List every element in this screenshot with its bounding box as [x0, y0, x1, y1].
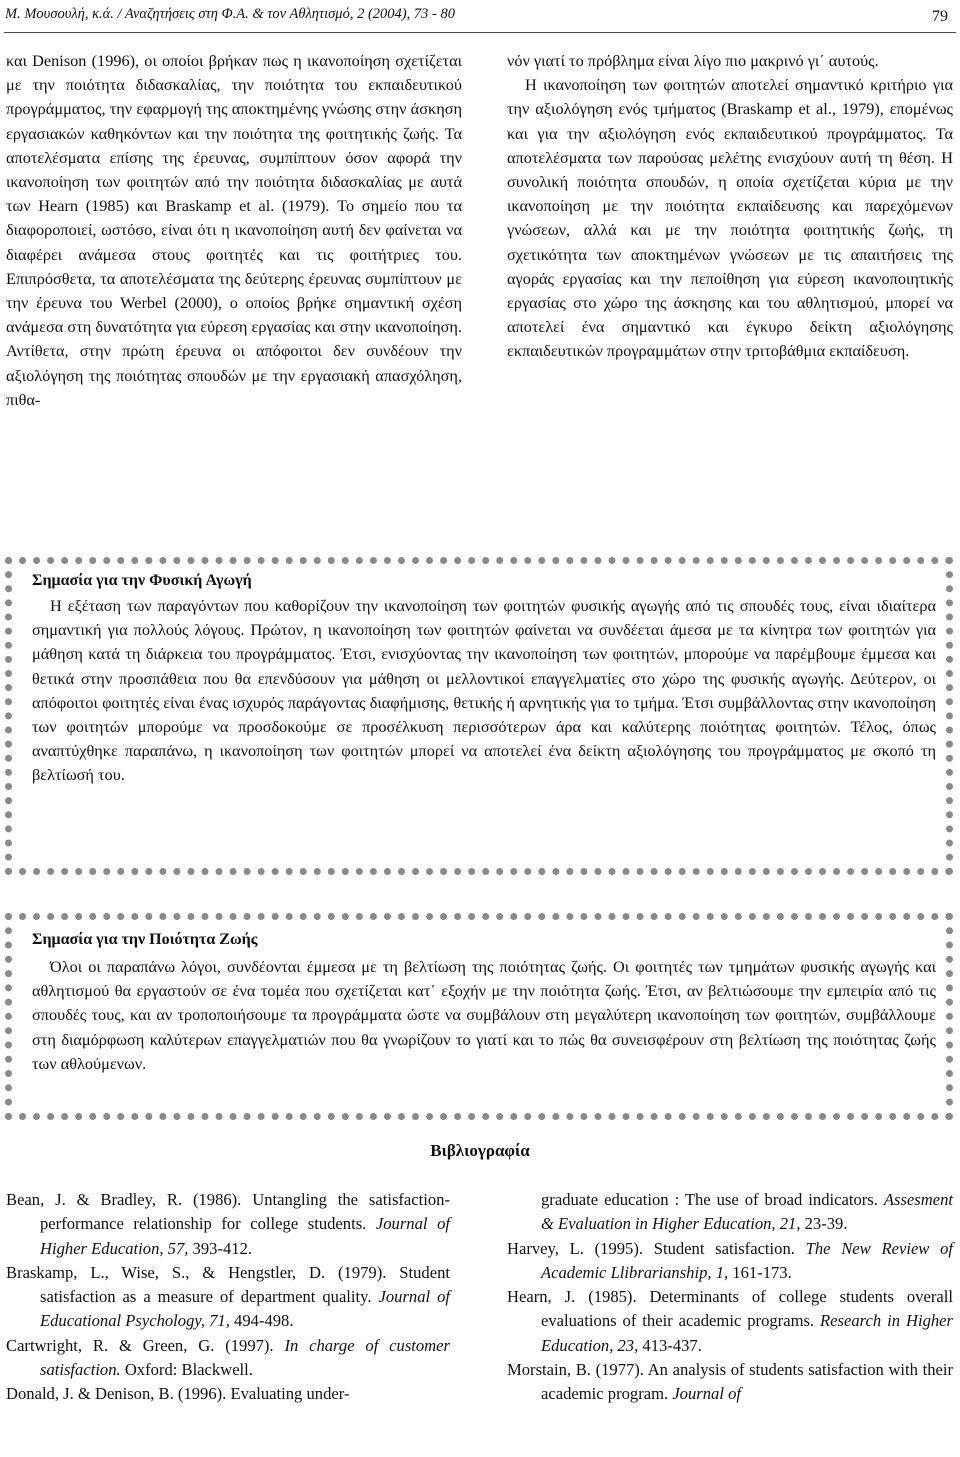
- quality-of-life-text: Όλοι οι παραπάνω λόγοι, συνδέονται έμμεσα με τη βελτίωση της ποιότητας ζωής. Οι φοιτητές των τμημάτων φυσικής αγωγής και αθλητισμού θα εργαστούν σε ένα τομέα που σχετίζεται κατ΄ εξοχήν με την ποιότητα ζωής. Έτσι, αν βελτιώσουμε την εμπειρία από τις σπουδές τους, και αν τροποποιήσουμε τα προγράμματα ώστε να συμβάλουν στη μεγαλύτερη ικανοποίηση των φοιτητών, συμβάλλουμε στη διαμόρφωση καλύτερων επαγγελματιών που θα γνωρίζουν το γιατί και το πώς θα συνεισφέρουν στη βελτίωση της ποιότητας ζωής των αθλούμενων.: [32, 957, 936, 1073]
- physical-education-box: [5, 557, 953, 875]
- right-column: [507, 49, 953, 364]
- header-rule: [4, 32, 956, 33]
- reference-item: Bean, J. & Bradley, R. (1986). Untangling the satisfaction-performance relationship for college students. Journal of Higher Education, 57, 393-412.: [6, 1190, 450, 1258]
- quality-of-life-box: [5, 913, 953, 1120]
- reference-item: Donald, J. & Denison, B. (1996). Evaluating under-: [6, 1384, 350, 1404]
- bibliography-title: Βιβλιογραφία: [430, 1141, 530, 1160]
- quality-of-life-heading: Σημασία για την Ποιότητα Ζωής: [32, 931, 258, 948]
- reference-item: Cartwright, R. & Green, G. (1997). In charge of customer satisfaction. Oxford: Blackwell.: [6, 1335, 450, 1380]
- physical-education-heading: Σημασία για την Φυσική Αγωγή: [32, 572, 252, 589]
- right-paragraph-1: νόν γιατί το πρόβλημα είναι λίγο πιο μακρινό γι΄ αυτούς.: [507, 51, 879, 70]
- physical-education-text: Η εξέταση των παραγόντων που καθορίζουν την ικανοποίηση των φοιτητών φυσικής αγωγής από τις σπουδές τους, είναι ιδιαίτερα σημαντική για πολλούς λόγους. Πρώτον, η ικανοποίηση των φοιτητών φαίνεται να συνδέεται άμεσα με τα κίνητρα των φοιτητών για μάθηση κατά τη διάρκεια του προγράμματος. Έτσι, ενισχύοντας την ικανοποίηση των φοιτητών, μπορούμε να παρέμβουμε έμμεσα και θετικά στην προσπάθεια που θα επενδύσουν για μάθηση οι μελλοντικοί επαγγελματίες στο χώρο της φυσικής αγωγής. Δεύτερον, οι απόφοιτοι φοιτητές είναι ένας ισχυρός παράγοντας διαφήμισης, θετικής ή αρνητικής για το τμήμα. Έτσι συμβάλλοντας στην ικανοποίηση των φοιτητών μπορούμε να προσδοκούμε σε προσέλκυση περισσότερων άρα και καλύτερης ποιότητας φοιτητών. Τέλος, όπως αναπτύχθηκε παραπάνω, η ικανοποίηση των φοιτητών μπορεί να αποτελεί ένα δείκτη αξιολόγησης του προγράμματος με σκοπό τη βελτίωσή του.: [32, 596, 936, 785]
- bibliography-right-column: [507, 1188, 953, 1407]
- reference-item: Harvey, L. (1995). Student satisfaction. The New Review of Academic Llibrarianship, 1, 161-173.: [507, 1238, 954, 1282]
- left-column: [6, 49, 462, 412]
- page-number: 79: [932, 8, 948, 25]
- reference-item: Morstain, B. (1977). An analysis of students satisfaction with their academic program. Journal of: [507, 1360, 953, 1404]
- left-paragraph: και Denison (1996), οι οποίοι βρήκαν πως η ικανοποίηση σχετίζεται με την ποιότητα διδασκαλίας, την ποιότητα του εκπαιδευτικού προγράμματος, την εφαρμογή της αποκτημένης γνώσης στην άσκηση εργασιακών καθηκόντων και την ποιότητα της φοιτητικής ζωής. Τα αποτελέσματα επίσης της έρευνας, συμπίπτουν όσον αφορά την ικανοποίηση των φοιτητών από την ποιότητα διδασκαλίας με αυτά των Hearn (1985) και Braskamp et al. (1979). Το σημείο που τα διαφοροποιεί, ωστόσο, είναι ότι η ικανοποίηση αυτή δεν φαίνεται να διαφέρει ανάμεσα στους φοιτητές και τις φοιτήτριες του. Επιπρόσθετα, τα αποτελέσματα της δεύτερης έρευνας συμπίπτουν με την έρευνα του Werbel (2000), ο οποίος βρήκε σημαντική σχέση ανάμεσα στη δυνατότητα για εύρεση εργασίας και στην ικανοποίηση. Αντίθετα, στην πρώτη έρευνα οι απόφοιτοι δεν συνδέουν την αξιολόγηση της ποιότητας σπουδών με την εργασιακή απασχόληση, πιθα-: [6, 51, 462, 409]
- reference-item: Hearn, J. (1985). Determinants of college students overall evaluations of their academic programs. Research in Higher Education, 23, 413-437.: [507, 1287, 953, 1355]
- reference-continuation: graduate education : The use of broad indicators. Assesment & Evaluation in Higher Education, 21, 23-39.: [541, 1190, 953, 1234]
- running-header: [5, 6, 948, 26]
- running-title: Μ. Μουσουλή, κ.ά. / Αναζητήσεις στη Φ.Α. & τον Αθλητισμό, 2 (2004), 73 - 80: [5, 6, 455, 22]
- bibliography-left-column: [6, 1188, 450, 1407]
- reference-item: Braskamp, L., Wise, S., & Hengstler, D. (1979). Student satisfaction as a measure of department quality. Journal of Educational Psychology, 71, 494-498.: [6, 1262, 450, 1331]
- right-paragraph-2: Η ικανοποίηση των φοιτητών αποτελεί σημαντικό κριτήριο για την αξιολόγηση ενός τμήματος (Braskamp et al., 1979), επομένως και για την αξιολόγηση ενός εκπαιδευτικού προγράμματος. Τα αποτελέσματα των παρούσας μελέτης ενισχύουν αυτή τη θέση. Η συνολική ποιότητα σπουδών, η οποία σχετίζεται κύρια με την ικανοποίηση με την ποιότητα εκπαίδευσης και παρεχόμενων γνώσεων, αλλά και με την ποιότητα φοιτητικής ζωής, τη σχετικότητα των αποκτημένων γνώσεων με τις απαιτήσεις της αγοράς εργασίας και την πεποίθηση για εύρεση ικανοποιητικής εργασίας στο χώρο της άσκησης και του αθλητισμού, μπορεί να αποτελεί ένα σημαντικό και έγκυρο δείκτη αξιολόγησης εκπαιδευτικών προγραμμάτων στην τριτοβάθμια εκπαίδευση.: [507, 75, 953, 361]
